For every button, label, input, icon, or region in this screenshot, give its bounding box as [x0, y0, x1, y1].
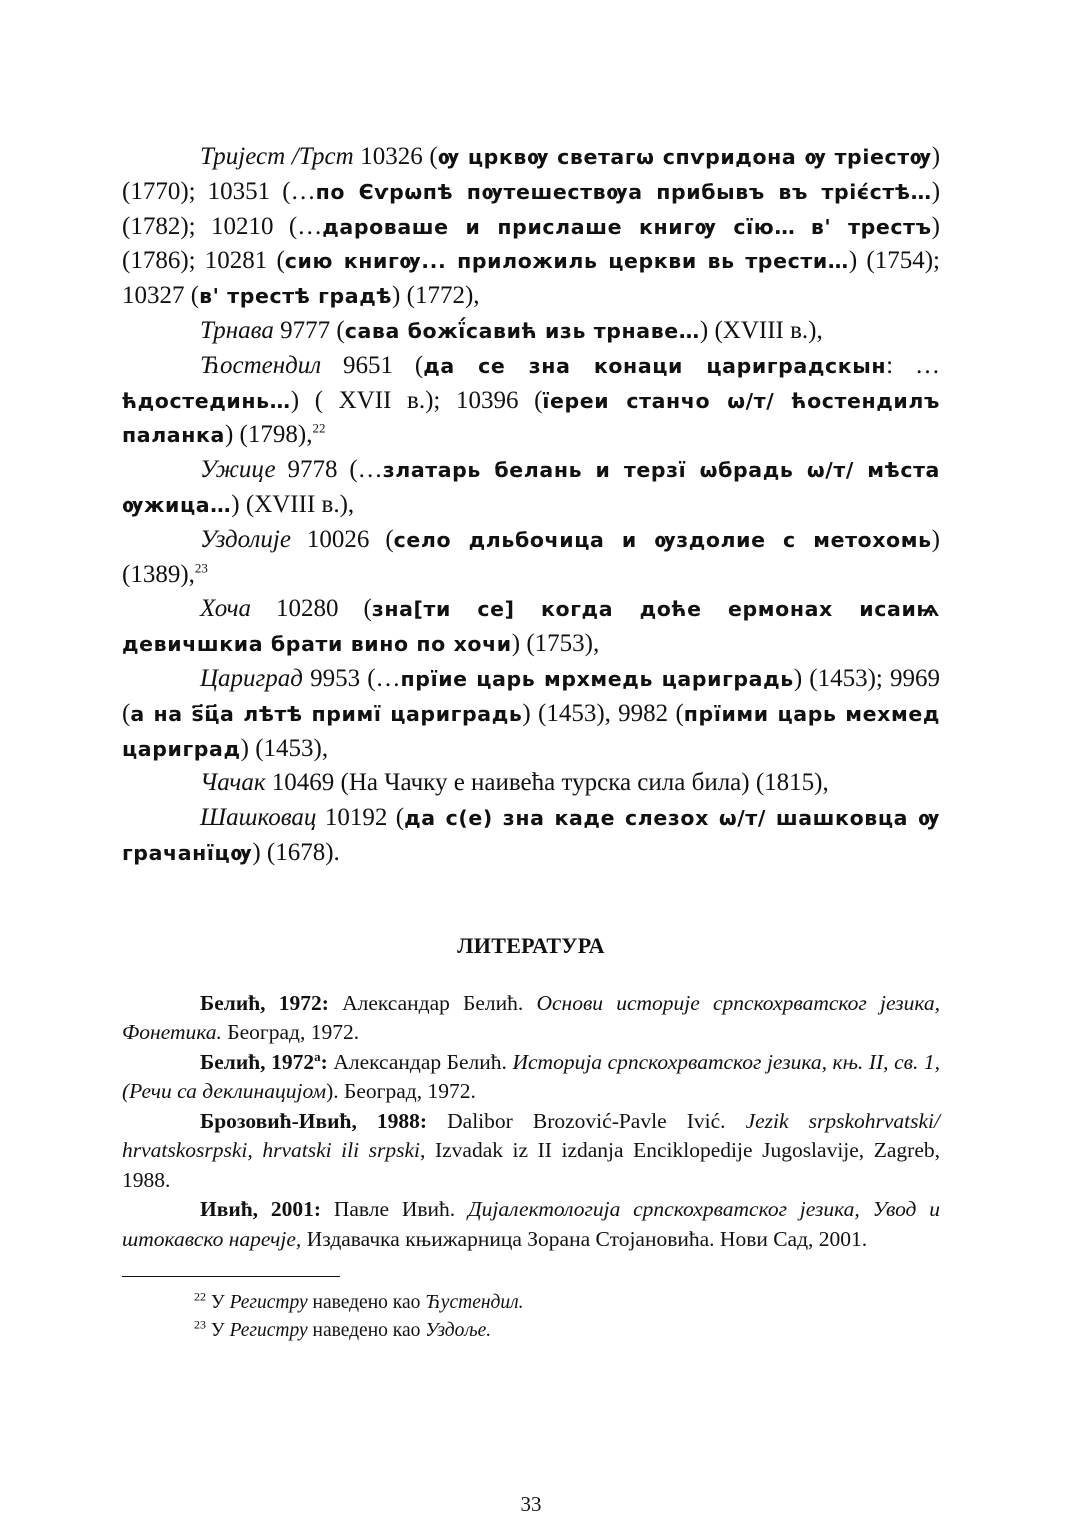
- footnote-ref: 22: [312, 421, 326, 437]
- place-name: Трнава: [200, 316, 274, 344]
- entry-text: 10192 (: [316, 804, 405, 832]
- old-slavonic-quote: їереи станчо ѡ/т/ ћостендилъ паланка: [122, 388, 940, 448]
- place-name: Ћостендил: [200, 351, 322, 379]
- place-name: Шашковац: [200, 804, 317, 832]
- old-slavonic-quote: прїие царь мрхмедь цариградь: [400, 666, 794, 691]
- toponym-entries: [122, 140, 940, 871]
- old-slavonic-quote: в' трестѣ градѣ: [199, 284, 393, 309]
- toponym-entry: [122, 140, 940, 314]
- citation-title: Основи историје српскохрватског језика, Фонетика.: [122, 990, 940, 1045]
- toponym-entry: [122, 349, 940, 453]
- footnote-italic: Уздоље.: [425, 1320, 492, 1342]
- old-slavonic-quote: по Єѵрѡпѣ пѹтешествѹа прибывъ въ тріє́стѣ…: [315, 179, 932, 204]
- footnote: [194, 1317, 940, 1345]
- toponym-entry: [122, 662, 940, 766]
- old-slavonic-quote: зна[ти се] когда доће ермонах исаиѩ девичшкиа брати вино по хочи: [122, 597, 941, 657]
- entry-text: 10469 (На Чачку е наивећа турска сила била) (1815),: [265, 769, 829, 797]
- toponym-entry: [122, 592, 940, 662]
- footnote-separator: [122, 1276, 340, 1277]
- toponym-entry: [122, 453, 940, 523]
- old-slavonic-quote: дароваше и прислаше книгѹ сїю…: [322, 214, 796, 239]
- entry-text: 10280 (: [251, 595, 372, 623]
- entry-text: ) (1786); 10281 (: [122, 212, 940, 275]
- citation-text: , Izvadak iz II izdanja Enciklopedije Jugoslavije, Zagreb, 1988.: [122, 1138, 940, 1192]
- entry-text: ) (1453), 9982 (: [522, 699, 684, 727]
- old-slavonic-quote: сава божї́савић изь трнаве…: [344, 318, 700, 343]
- citation-key: Ивић, 2001:: [200, 1197, 322, 1222]
- footnote-text: наведено као: [307, 1320, 426, 1342]
- old-slavonic-quote: село дльбочица и ѹздолие с метохомь: [393, 527, 932, 552]
- literature-item: [122, 1048, 940, 1107]
- entry-text: ) (1453),: [240, 734, 329, 762]
- citation-text: Београд, 1972.: [221, 1020, 360, 1045]
- citation-text: Александар Белић.: [327, 1049, 513, 1074]
- place-name: Хоча: [200, 595, 252, 623]
- old-slavonic-quote: сию книгѹ... приложиль церкви вь трести…: [284, 249, 849, 274]
- old-slavonic-quote: а на ѕ҃ц҃а лѣтѣ примї цариградь: [130, 701, 523, 726]
- entry-text: [795, 213, 810, 240]
- entry-text: 10326 (: [353, 143, 438, 170]
- literature-item: [122, 1107, 940, 1196]
- old-slavonic-quote: златарь белань и терзї ѡбрадь ѡ/т/ мѣста ѹжица…: [122, 458, 940, 517]
- entry-text: ) (XVIII в.),: [231, 490, 355, 518]
- entry-text: ) (1782); 10210 (…: [122, 177, 941, 240]
- entry-text: ) (1770); 10351 (…: [122, 143, 941, 205]
- footnote-number: 23: [194, 1317, 206, 1332]
- citation-key: Брозовић-Ивић, 1988:: [200, 1108, 428, 1133]
- place-name: Цариград: [200, 664, 303, 692]
- literature-list: [122, 989, 940, 1255]
- citation-text: ). Београд, 1972.: [326, 1079, 476, 1104]
- footnote-number: 22: [194, 1289, 206, 1304]
- toponym-entry: [122, 314, 940, 349]
- entry-text: 9953 (…: [302, 664, 401, 692]
- old-slavonic-quote: ћдостединь…: [122, 388, 291, 413]
- citation-key: Белић, 1972: [200, 1049, 315, 1074]
- toponym-entry: [122, 766, 940, 801]
- old-slavonic-quote: ѹ црквѹ светагѡ спѵридона ѹ тріестѹ: [437, 145, 932, 169]
- citation-key: Белић, 1972:: [200, 990, 329, 1015]
- footnote-ref: 23: [194, 560, 208, 576]
- old-slavonic-quote: прїими царь мехмед цариград: [122, 701, 940, 761]
- literature-item: [122, 989, 940, 1048]
- place-name: Ужице: [200, 456, 276, 484]
- entry-text: 9651 (: [321, 351, 424, 379]
- footnote-text: У: [206, 1320, 230, 1342]
- citation-text: Dalibor Brozović-Pavle Ivić.: [427, 1108, 746, 1133]
- footnote-italic: Ћустендил.: [425, 1292, 524, 1314]
- entry-text: : …: [886, 351, 940, 379]
- old-slavonic-quote: да се зна конаци цариградскын: [423, 353, 887, 378]
- citation-title: Историја српскохрватског језика, књ. II, св. 1, (Речи са деклинацијом: [122, 1049, 940, 1104]
- footnote-italic: Регистру: [229, 1320, 308, 1342]
- citation-key: :: [320, 1049, 328, 1074]
- page-number: 33: [520, 1492, 542, 1516]
- literature-item: [122, 1195, 940, 1254]
- entry-text: ) (1753),: [511, 630, 600, 658]
- place-name: Тријест /Трст: [200, 143, 354, 170]
- entry-text: ) (XVIII в.),: [699, 316, 823, 344]
- citation-text: Павле Ивић.: [321, 1197, 468, 1222]
- citation-text: Александар Белић.: [328, 990, 537, 1015]
- entry-text: ) ( XVII в.); 10396 (: [290, 386, 543, 414]
- entry-text: ) (1798),: [224, 421, 313, 449]
- toponym-entry: [122, 523, 940, 593]
- entry-text: ) (1754); 10327 (: [122, 247, 940, 310]
- footnote-text: наведено као: [307, 1292, 426, 1314]
- old-slavonic-quote: да с(е) зна каде слезох ѡ/т/ шашковца ѹ грачанїцѹ: [122, 806, 940, 865]
- entry-text: 9778 (…: [275, 456, 383, 484]
- place-name: Чачак: [200, 769, 266, 797]
- entry-text: ) (1389),: [122, 525, 940, 588]
- old-slavonic-quote: в' трестъ: [810, 214, 932, 239]
- entry-text: 9777 (: [273, 316, 345, 344]
- page-body: [122, 140, 941, 1516]
- entry-text: ) (1453); 9969 (: [122, 664, 940, 727]
- citation-key-sup: а: [314, 1048, 321, 1064]
- place-name: Уздолије: [200, 525, 291, 553]
- footnote-text: У: [206, 1292, 230, 1314]
- footnote: [194, 1289, 940, 1317]
- entry-text: ) (1772),: [392, 282, 480, 310]
- footnote-italic: Регистру: [229, 1292, 308, 1314]
- entry-text: 10026 (: [290, 525, 394, 553]
- toponym-entry: [122, 801, 940, 871]
- citation-text: Издавачка књижарница Зорана Стојановића. Нови Сад, 2001.: [301, 1226, 868, 1251]
- citation-title: Jezik srpskohrvatski/ hrvatskosrpski, hrvatski ili srpski: [122, 1108, 941, 1163]
- citation-title: Дијалектологија српскохрватског језика, Увод и штокавско наречје,: [122, 1197, 940, 1251]
- footnotes: [122, 1289, 940, 1345]
- entry-text: ) (1678).: [252, 838, 340, 866]
- literature-heading: ЛИТЕРАТУРА: [457, 932, 605, 958]
